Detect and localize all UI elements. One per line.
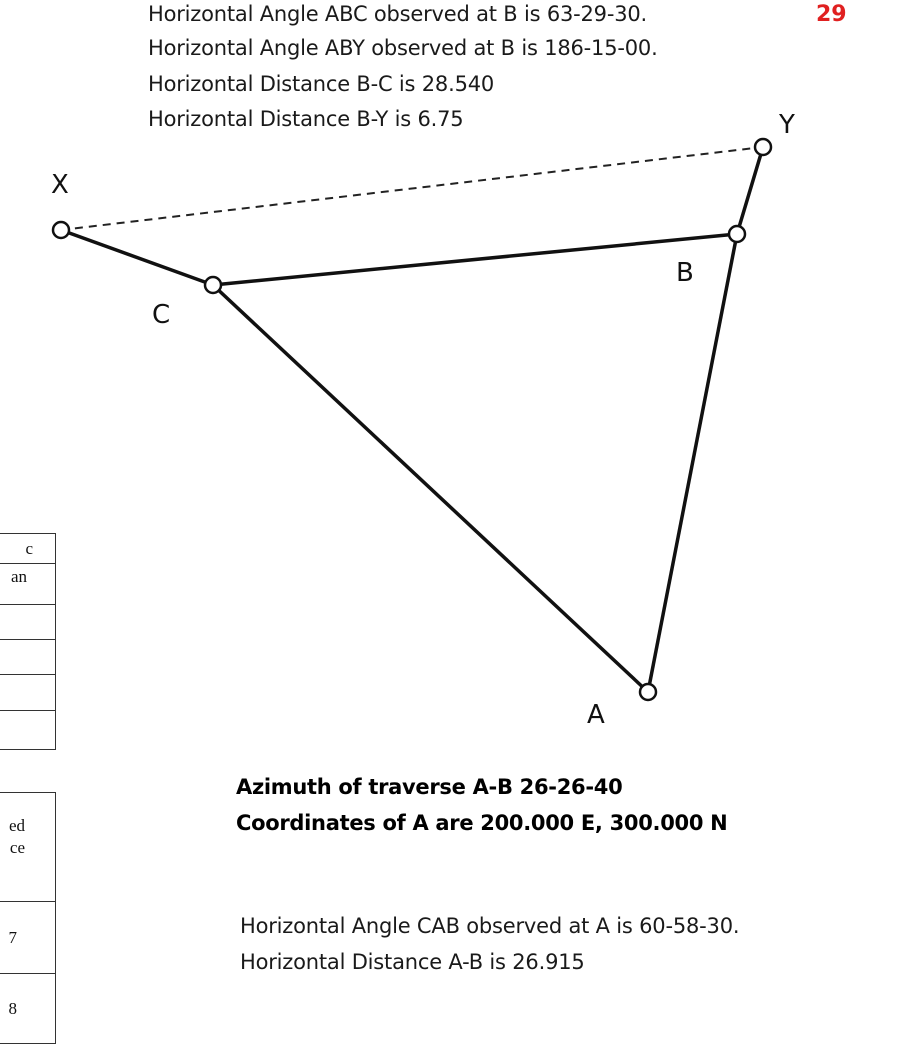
table-cell: c — [0, 534, 55, 564]
table-cell: 7 — [0, 902, 55, 974]
point-y-label: Y — [779, 110, 795, 140]
azimuth-text: Azimuth of traverse A-B 26-26-40 — [236, 775, 623, 799]
note-angle-abc: Horizontal Angle ABC observed at B is 63-29-30. — [148, 2, 648, 26]
note-distance-by: Horizontal Distance B-Y is 6.75 — [148, 107, 464, 131]
line-c-a — [213, 285, 648, 692]
note-distance-bc: Horizontal Distance B-C is 28.540 — [148, 72, 495, 96]
line-b-y — [737, 147, 763, 234]
line-x-y-dashed — [61, 147, 763, 230]
line-c-b — [213, 234, 737, 285]
point-b-label: B — [676, 258, 694, 288]
point-b-marker — [729, 226, 745, 242]
point-a-marker — [640, 684, 656, 700]
note-distance-ab: Horizontal Distance A-B is 26.915 — [240, 950, 585, 974]
table-cell — [0, 605, 55, 640]
table-cell: an — [0, 564, 55, 605]
table-cell — [0, 711, 55, 746]
left-table-bottom — [0, 792, 56, 1044]
point-a-label: A — [587, 700, 605, 730]
line-a-b — [648, 234, 737, 692]
note-angle-cab: Horizontal Angle CAB observed at A is 60-58-30. — [240, 914, 740, 938]
table-cell: ed ce — [0, 793, 55, 902]
table-cell — [0, 640, 55, 675]
line-x-c — [61, 230, 213, 285]
point-y-marker — [755, 139, 771, 155]
page-number: 29 — [816, 2, 847, 27]
point-x-label: X — [51, 170, 69, 200]
table-cell: 8 — [8, 999, 17, 1018]
point-x-marker — [53, 222, 69, 238]
note-angle-aby: Horizontal Angle ABY observed at B is 186-15-00. — [148, 36, 658, 60]
point-c-label: C — [152, 300, 171, 330]
coordinates-text: Coordinates of A are 200.000 E, 300.000 N — [236, 811, 728, 835]
table-cell — [0, 675, 55, 711]
point-c-marker — [205, 277, 221, 293]
left-table-top — [0, 533, 56, 750]
